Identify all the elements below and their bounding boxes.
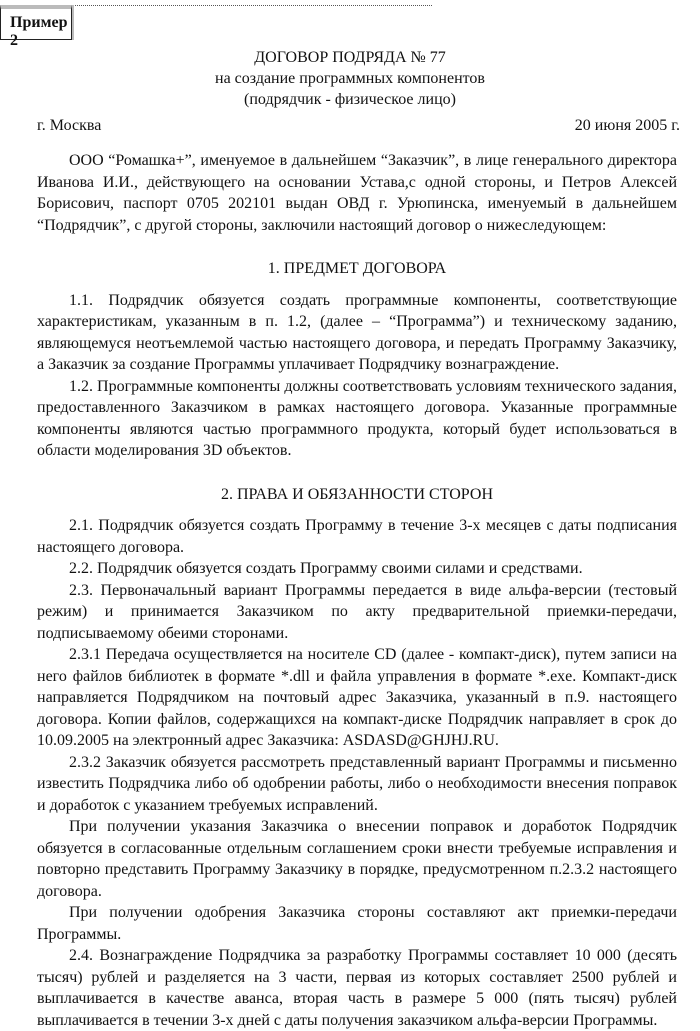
paragraph: 2.3. Первоначальный вариант Программы передается в виде альфа-версии (тестовый режим) и принимается Заказчиком по акту предварительной приемки-передачи, подписываемому обеими сторонами. <box>37 581 677 642</box>
contract-header <box>0 47 700 110</box>
example-label-box <box>0 5 72 49</box>
section-heading: 2. ПРАВА И ОБЯЗАННОСТИ СТОРОН <box>220 485 494 503</box>
paragraph: При получении одобрения Заказчика стороны составляют акт приемки-передачи Программы. <box>37 904 677 943</box>
paragraph: 1.1. Подрядчик обязуется создать программные компоненты, соответствующие характеристикам, указанным в п. 1.2, (далее – “Программа”) и техническому заданию, являющемуся неотъемлемой частью настоящего договора, и передать Программу Заказчику, а Заказчик за создание Программы уплачивает Подрядчику вознаграждение. <box>37 291 677 373</box>
paragraph: 2.4. Вознаграждение Подрядчика за разработку Программы составляет 10 000 (десять тысяч) рублей и разделяется на 3 части, первая из которых составляет 2500 рублей и выплачивается в качестве аванса, вторая часть в размере 5 000 (пять тысяч) рублей выплачивается в течении 3-х дней с даты получения заказчиком альфа-версии Программы. <box>37 947 677 1029</box>
contract-title: ДОГОВОР ПОДРЯДА № 77 <box>254 49 446 66</box>
preamble: ООО “Ромашка+”, именуемое в дальнейшем “Заказчик”, в лице генерального директора Иванова И.И., действующего на основании Устава,с одной стороны, и Петров Алексей Борисович, паспорт 0705 202101 выдан ОВД г. Урюпинска, именуемый в дальнейшем “Подрядчик”, с другой стороны, заключили настоящий договор о нижеследующем: <box>37 152 677 234</box>
paragraph: 1.2. Программные компоненты должны соответствовать условиям технического задания, предоставленного Заказчиком в рамках настоящего договора. Указанные программные компоненты являются частью программного продукта, который будет использоваться в области моделирования 3D объектов. <box>37 377 677 459</box>
paragraph: 2.1. Подрядчик обязуется создать Программу в течение 3-х месяцев с даты подписания настоящего договора. <box>37 517 677 556</box>
contract-place: г. Москва <box>37 117 102 134</box>
contract-date: 20 июня 2005 г. <box>574 117 680 134</box>
paragraph: При получении указания Заказчика о внесении поправок и доработок Подрядчик обязуется в согласованные отдельным соглашением сроки внести требуемые исправления и повторно представить Программу Заказчику в порядке, предусмотренном п.2.3.2 настоящего договора. <box>37 818 677 900</box>
contract-note: (подрядчик - физическое лицо) <box>244 91 456 108</box>
contract-subtitle: на создание программных компонентов <box>215 70 485 87</box>
example-label: Пример 2 <box>10 14 68 49</box>
section-heading: 1. ПРЕДМЕТ ДОГОВОРА <box>267 260 447 277</box>
contract-body <box>37 150 677 1031</box>
paragraph: 2.3.1 Передача осуществляется на носителе CD (далее - компакт-диск), путем записи на него файлов библиотек в формате *.dll и файла управления в формате *.exe. Компакт-диск направляется Подрядчиком на почтовый адрес Заказчика, указанный в п.9. настоящего договора. Копии файлов, содержащихся на компакт-диске Подрядчик направляет в срок до 10.09.2005 на электронный адрес Заказчика: ASDASD@GHJHJ.RU. <box>37 646 677 749</box>
paragraph: 2.2. Подрядчик обязуется создать Программу своими силами и средствами. <box>69 560 583 577</box>
paragraph: 2.3.2 Заказчик обязуется рассмотреть представленный вариант Программы и письменно известить Подрядчика либо об одобрении работы, либо о необходимости внесения поправок и доработок с указанием требуемых исправлений. <box>37 753 677 814</box>
